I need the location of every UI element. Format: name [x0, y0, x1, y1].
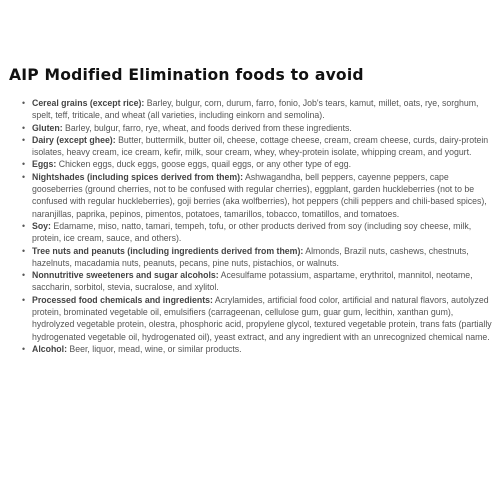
- item-text: Edamame, miso, natto, tamari, tempeh, tofu, or other products derived from soy (including soy cheese, milk, protein, ice cream, sauce, and others).: [32, 220, 472, 244]
- item-text: Ashwagandha, bell peppers, cayenne peppers, cape gooseberries (ground cherries, not to be confused with regular cherries), eggplant, garden huckleberries (not to be confused with regular huckleberries), goji berries (aka wolfberries), hot peppers (chili peppers and chili-based spices), naranjillas, paprika, pepinos, pimentos, potatoes, tamarillos, tobacco, tomatillos, and tomatoes.: [32, 171, 487, 219]
- item-label: Cereal grains (except rice):: [32, 98, 145, 108]
- list-item-dairy: [20, 134, 494, 159]
- item-label: Processed food chemicals and ingredients:: [32, 294, 213, 305]
- bullet-icon: •: [22, 245, 26, 256]
- item-text: Barley, bulgur, corn, durum, farro, fonio, Job's tears, kamut, millet, oats, rye, sorghum, spelt, teff, triticale, and wheat (all varieties, including einkorn and semolina).: [32, 98, 479, 121]
- list-item-cereal-grains: [20, 97, 494, 122]
- list-item-eggs: [20, 158, 494, 170]
- list-item-sweeteners: [20, 269, 494, 294]
- item-label: Eggs:: [32, 159, 57, 170]
- bullet-icon: •: [22, 134, 26, 145]
- bullet-icon: •: [22, 220, 26, 231]
- bullet-icon: •: [22, 171, 26, 182]
- list-item-soy: [20, 220, 494, 245]
- bullet-icon: •: [22, 159, 26, 170]
- item-text: Almonds, Brazil nuts, cashews, chestnuts, hazelnuts, macadamia nuts, peanuts, pecans, pine nuts, pistachios, or walnuts.: [32, 245, 469, 268]
- list-item-alcohol: [20, 343, 494, 355]
- bullet-icon: •: [22, 343, 26, 354]
- item-label: Nonnutritive sweeteners and sugar alcohols:: [32, 270, 219, 281]
- list-item-processed-chemicals: [20, 294, 494, 343]
- item-text: Acrylamides, artificial food color, artificial and natural flavors, autolyzed protein, brominated vegetable oil, emulsifiers (carrageenan, cellulose gum, guar gum, lecithin, xanthan gum), hydrolyzed vegetable protein, olestra, phosphoric acid, propylene glycol, textured vegetable protein, trans fats (partially hydrogenated vegetable oil, hydrogenated oil), yeast extract, and any ingredient with an unrecognized chemical name.: [32, 294, 492, 342]
- bullet-icon: •: [22, 270, 26, 281]
- item-text: Barley, bulgur, farro, rye, wheat, and foods derived from these ingredients.: [62, 122, 352, 133]
- bullet-icon: •: [22, 294, 26, 305]
- bullet-icon: •: [22, 98, 26, 108]
- item-text: Butter, buttermilk, butter oil, cheese, cottage cheese, cream, cream cheese, curds, dairy-protein isolates, heavy cream, ice cream, kefir, milk, sour cream, whey, whey-protein isolate, whipping cream, and yogurt.: [32, 134, 489, 158]
- page-title: AIP Modified Elimination foods to avoid: [9, 66, 364, 84]
- item-label: Nightshades (including spices derived from them):: [32, 171, 244, 182]
- item-text: Chicken eggs, duck eggs, goose eggs, quail eggs, or any other type of egg.: [56, 159, 352, 170]
- item-text: Beer, liquor, mead, wine, or similar products.: [67, 343, 242, 354]
- item-label: Alcohol:: [32, 343, 67, 354]
- list-item-nightshades: [20, 171, 494, 220]
- item-label: Dairy (except ghee):: [32, 134, 116, 145]
- item-text: Acesulfame potassium, aspartame, erythritol, mannitol, neotame, saccharin, sorbitol, stevia, sucralose, and xylitol.: [32, 270, 473, 293]
- list-item-tree-nuts: [20, 245, 494, 270]
- list-item-gluten: [20, 122, 494, 134]
- item-label: Tree nuts and peanuts (including ingredients derived from them):: [32, 245, 304, 256]
- item-label: Gluten:: [32, 122, 63, 133]
- item-label: Soy:: [32, 220, 51, 231]
- foods-to-avoid-list: [20, 97, 494, 355]
- bullet-icon: •: [22, 122, 26, 133]
